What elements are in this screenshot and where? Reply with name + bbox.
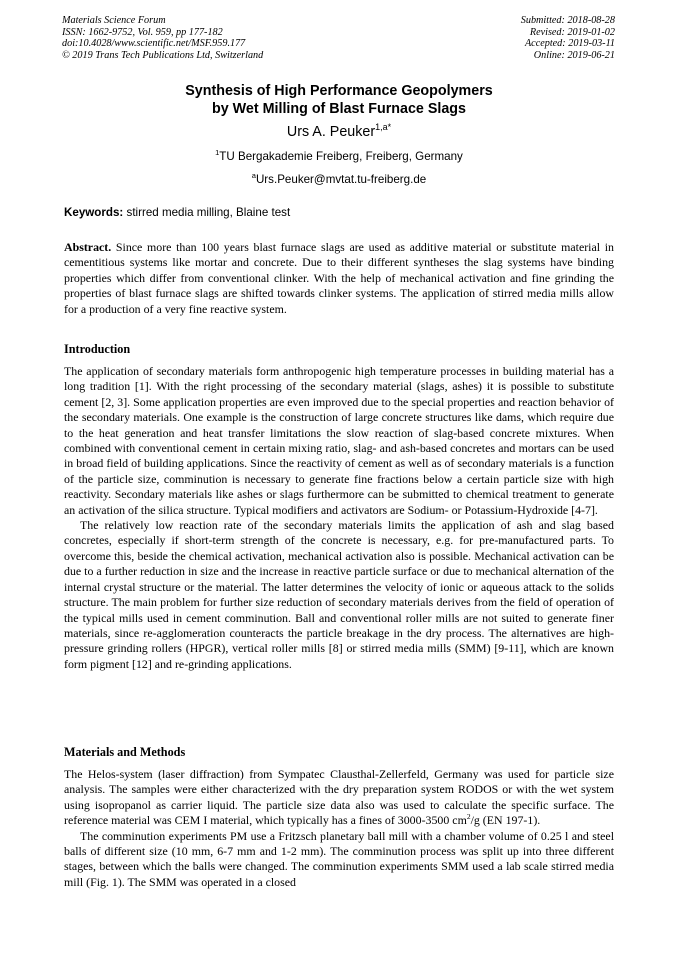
intro-paragraph-2: The relatively low reaction rate of the secondary materials limits the application of ash and slag based concretes, especially if short-term strength of the concrete is necessary, e.g. for pre-manufactured parts. To overcome this, beside the chemical activation, mechanical activation also is possible. Mechanical activation can be due to a further reduction in size and the increase in reactive particle surface or due to mechanical alternation of the internal crystal structure or the material. The latter determines the velocity of ionic or aqueous attack to the solids structure. The main problem for further size reduction of secondary materials derives from the field of operation of the typical mills used in cement comminution. Ball and conventional roller mills are not suited to generate finer materials, since re-agglomeration counteracts the particle breakage in the dry process. The alternatives are high-pressure grinding rollers (HPGR), vertical roller mills [8] or stirred media mills (SMM) [9-11], which are known form pigment [12] and re-grinding applications. (64, 518, 614, 671)
methods-p1-text-b: /g (EN 197-1). (470, 813, 541, 828)
revised-date: Revised: 2019-01-02 (529, 26, 615, 38)
accepted-date: Accepted: 2019-03-11 (524, 38, 615, 50)
methods-heading: Materials and Methods (64, 745, 186, 759)
affiliation-sup: 1 (215, 148, 220, 158)
abstract (64, 240, 614, 317)
issn-line: ISSN: 1662-9752, Vol. 959, pp 177-182 (62, 26, 223, 38)
copyright-line: © 2019 Trans Tech Publications Ltd, Switzerland (62, 49, 264, 61)
journal-name: Materials Science Forum (62, 15, 166, 26)
author-line (62, 123, 616, 141)
title-line-2: by Wet Milling of Blast Furnace Slags (212, 100, 466, 117)
introduction-body (64, 364, 614, 672)
methods-paragraph-1 (64, 767, 614, 829)
keywords-text: stirred media milling, Blaine test (126, 206, 291, 219)
submitted-date: Submitted: 2018-08-28 (520, 15, 615, 26)
affiliation-text: TU Bergakademie Freiberg, Freiberg, Germany (219, 150, 463, 163)
affiliation (62, 150, 616, 164)
paper-title (62, 83, 616, 118)
email-sup: a (251, 171, 256, 181)
keywords-label: Keywords: (64, 206, 124, 219)
journal-info (62, 15, 263, 61)
dates-info (521, 15, 615, 61)
abstract-text: Since more than 100 years blast furnace slags are used as additive material or substitute material in cementitious systems like mortar and concrete. Due to their different syntheses the slag systems have binding properties which differ from conventional clinker. With the help of mechanical activation and fine grinding the properties of blast furnace slags are shifted towards clinker systems. The application of stirred media mills allow for a production of a very fine reactive system. (64, 240, 614, 316)
abstract-label: Abstract. (64, 240, 112, 254)
doi-line: doi:10.4028/www.scientific.net/MSF.959.177 (62, 38, 246, 50)
methods-body (64, 767, 614, 890)
methods-p1-text-a: The Helos-system (laser diffraction) from Sympatec Clausthal-Zellerfeld, Germany was used for particle size analysis. The samples were either characterized with the dry preparation system RODOS or with the wet system using isopropanol as carrier liquid. The particle size data also was used to calculate the specific surface. The reference material was CEM I material, which typically has a fines of 3000-3500 cm (64, 767, 614, 828)
online-date: Online: 2019-06-21 (533, 49, 615, 61)
email-text[interactable]: Urs.Peuker@mvtat.tu-freiberg.de (255, 173, 427, 186)
introduction-heading: Introduction (64, 342, 131, 356)
author-sup: 1,a* (375, 122, 392, 133)
methods-p1-sup: 2 (466, 812, 471, 822)
title-line-1: Synthesis of High Performance Geopolymers (185, 83, 493, 99)
keywords (64, 206, 290, 220)
methods-paragraph-2: The comminution experiments PM use a Fritzsch planetary ball mill with a chamber volume of 0.25 l and steel balls of different size (10 mm, 6-7 mm and 1-2 mm). The comminution process was split up into three different stages, between which the balls were changed. The comminution experiments SMM used a lab scale stirred media mill (Fig. 1). The SMM was operated in a closed (64, 828, 614, 889)
author-name: Urs A. Peuker (286, 124, 376, 140)
intro-paragraph-1: The application of secondary materials form anthropogenic high temperature processes in building material has a long tradition [1]. With the right processing of the secondary material (slags, ashes) it is possible to substitute cement [2, 3]. Some application properties are even improved due to the special properties and reaction behavior of the secondary materials. One example is the construction of large concrete structures like dams, which require due to the heat generation and heat transfer limitations the slow reaction of slag-based concrete mixtures. When combined with conventional cement in certain mixing ratio, slag- and ash-based concretes and mortars can be used in broad field of building applications. Since the reactivity of cement as well as of secondary materials is a function of the particle size, comminution is necessary to generate fine fractions below a certain particle size with high reactivity. Secondary materials like ashes or slags furthermore can be submitted to chemical treatment to generate an activation of the silica structure. Typical modifiers and activators are Sodium- or Potassium-Hydroxide [4-7]. (64, 364, 614, 517)
email-line (62, 173, 616, 187)
